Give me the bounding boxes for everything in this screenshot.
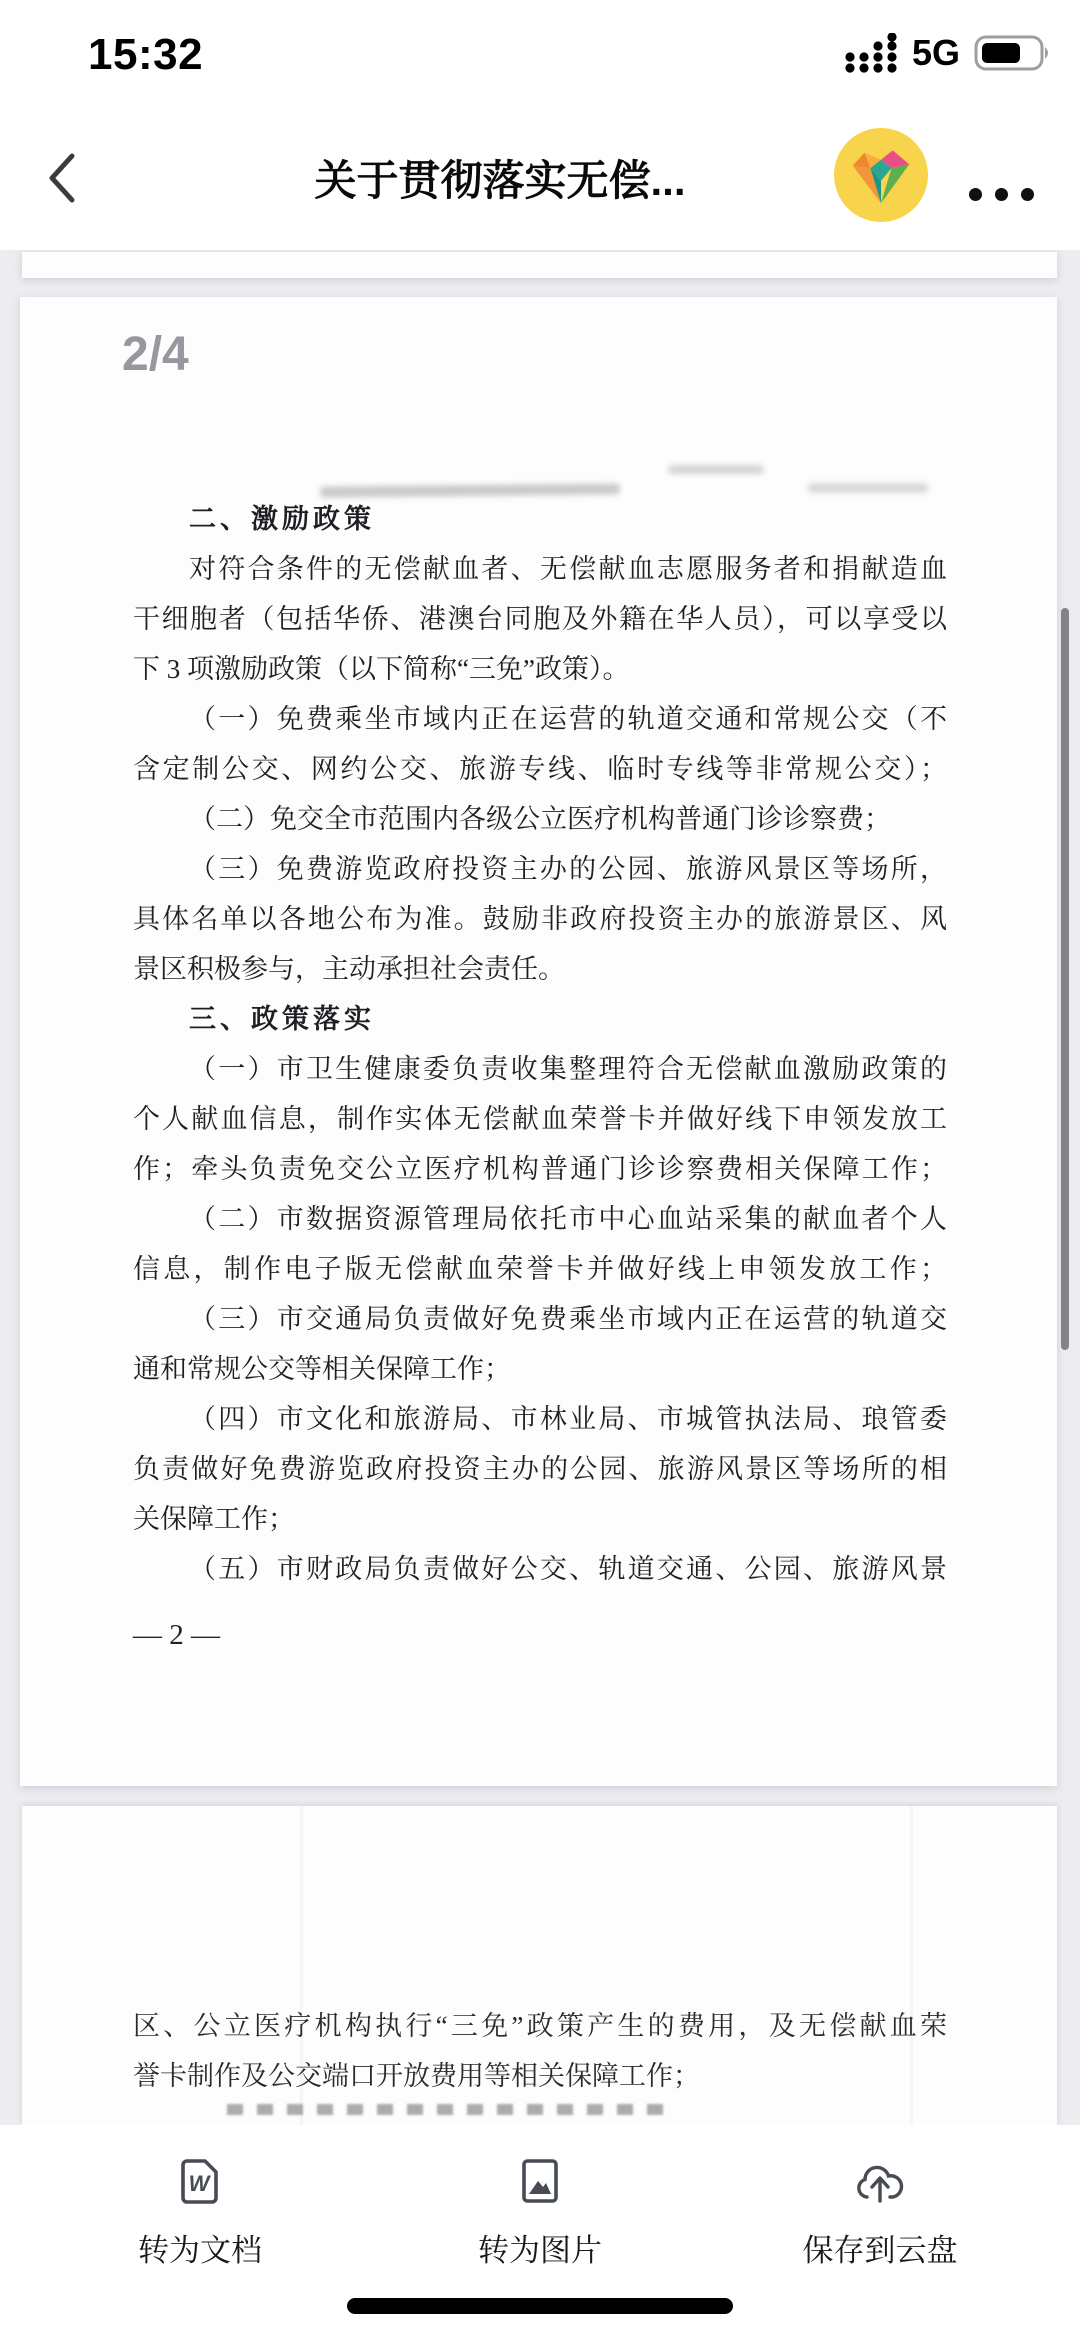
clock: 15:32 (88, 30, 204, 79)
doc-text-line: （一）免费乘坐市域内正在运营的轨道交通和常规公交（不 (189, 704, 947, 734)
convert-to-document-label: 转为文档 (138, 2233, 262, 2268)
page-3-text (133, 2001, 947, 2101)
doc-text-line: （四）市文化和旅游局、市林业局、市城管执法局、琅管委 (189, 1404, 947, 1434)
doc-text-line: 具体名单以各地公布为准。鼓励非政府投资主办的旅游景区、风 (133, 904, 947, 934)
doc-text-line: 通和常规公交等相关保障工作； (133, 1354, 511, 1384)
doc-text-line: 区、公立医疗机构执行“三免”政策产生的费用，及无偿献血荣 (133, 2011, 947, 2041)
battery-icon (974, 34, 1052, 72)
scan-smudge (668, 465, 764, 474)
doc-text-line: （三）市交通局负责做好免费乘坐市域内正在运营的轨道交 (189, 1304, 947, 1334)
clipped-text-line (227, 2104, 667, 2115)
doc-text-line: 负责做好免费游览政府投资主办的公园、旅游风景区等场所的相 (133, 1454, 947, 1484)
image-icon (518, 2157, 562, 2205)
scan-smudge (808, 483, 928, 493)
doc-text-line: 信息，制作电子版无偿献血荣誉卡并做好线上申领发放工作； (133, 1254, 947, 1284)
doc-text-line: 三、政策落实 (189, 1004, 375, 1034)
doc-text-line: 对符合条件的无偿献血者、无偿献血志愿服务者和捐献造血 (189, 554, 947, 584)
document-page-2[interactable] (20, 297, 1057, 1786)
convert-to-document-button[interactable] (30, 2125, 370, 2270)
doc-text-line: 下 3 项激励政策（以下简称“三免”政策）。 (133, 654, 630, 684)
document-title: 关于贯彻落实无偿... (314, 157, 686, 204)
doc-text-line: （二）免交全市范围内各级公立医疗机构普通门诊诊察费； (189, 804, 891, 834)
save-to-cloud-label: 保存到云盘 (802, 2233, 958, 2268)
nav-bar (0, 100, 1080, 250)
doc-text-line: 景区积极参与，主动承担社会责任。 (133, 954, 565, 984)
doc-text-line: （五）市财政局负责做好公交、轨道交通、公园、旅游风景 (189, 1554, 947, 1584)
doc-text-line: 誉卡制作及公交端口开放费用等相关保障工作； (133, 2061, 700, 2091)
network-type-label: 5G (911, 32, 960, 73)
doc-text-line: （一）市卫生健康委负责收集整理符合无偿献血激励政策的 (189, 1054, 947, 1084)
more-menu-button[interactable] (969, 188, 1034, 201)
svg-text:W: W (188, 2171, 210, 2196)
doc-text-line: 作；牵头负责免交公立医疗机构普通门诊诊察费相关保障工作； (133, 1154, 947, 1184)
doc-text-line: 二、激励政策 (189, 504, 375, 534)
cloud-upload-icon (854, 2157, 906, 2205)
status-bar (0, 0, 1080, 100)
app-avatar-heart-icon[interactable] (834, 128, 928, 222)
cellular-signal-icon (844, 33, 898, 73)
doc-text-line: （二）市数据资源管理局依托市中心血站采集的献血者个人 (189, 1204, 947, 1234)
page-1-bottom-edge (22, 252, 1057, 278)
doc-text-line: 个人献血信息，制作实体无偿献血荣誉卡并做好线下申领发放工 (133, 1104, 947, 1134)
save-to-cloud-button[interactable] (710, 2125, 1050, 2270)
status-indicators (844, 32, 1052, 74)
convert-to-image-button[interactable] (370, 2125, 710, 2270)
scrollbar-thumb[interactable] (1061, 608, 1069, 1350)
page-indicator: 2/4 (122, 328, 189, 381)
word-doc-icon (177, 2157, 223, 2205)
doc-text-line: （三）免费游览政府投资主办的公园、旅游风景区等场所， (189, 854, 947, 884)
page-2-text (133, 494, 947, 1594)
doc-text-line: 干细胞者（包括华侨、港澳台同胞及外籍在华人员），可以享受以 (133, 604, 947, 634)
document-scroll-area[interactable] (0, 250, 1080, 2125)
home-indicator[interactable] (347, 2298, 733, 2314)
convert-to-image-label: 转为图片 (478, 2233, 602, 2268)
document-page-3[interactable] (22, 1806, 1057, 2125)
page-2-footer: — 2 — (133, 1619, 220, 1651)
doc-text-line: 含定制公交、网约公交、旅游专线、临时专线等非常规公交）； (133, 754, 947, 784)
doc-text-line: 关保障工作； (133, 1504, 295, 1534)
back-button[interactable] (42, 150, 82, 206)
